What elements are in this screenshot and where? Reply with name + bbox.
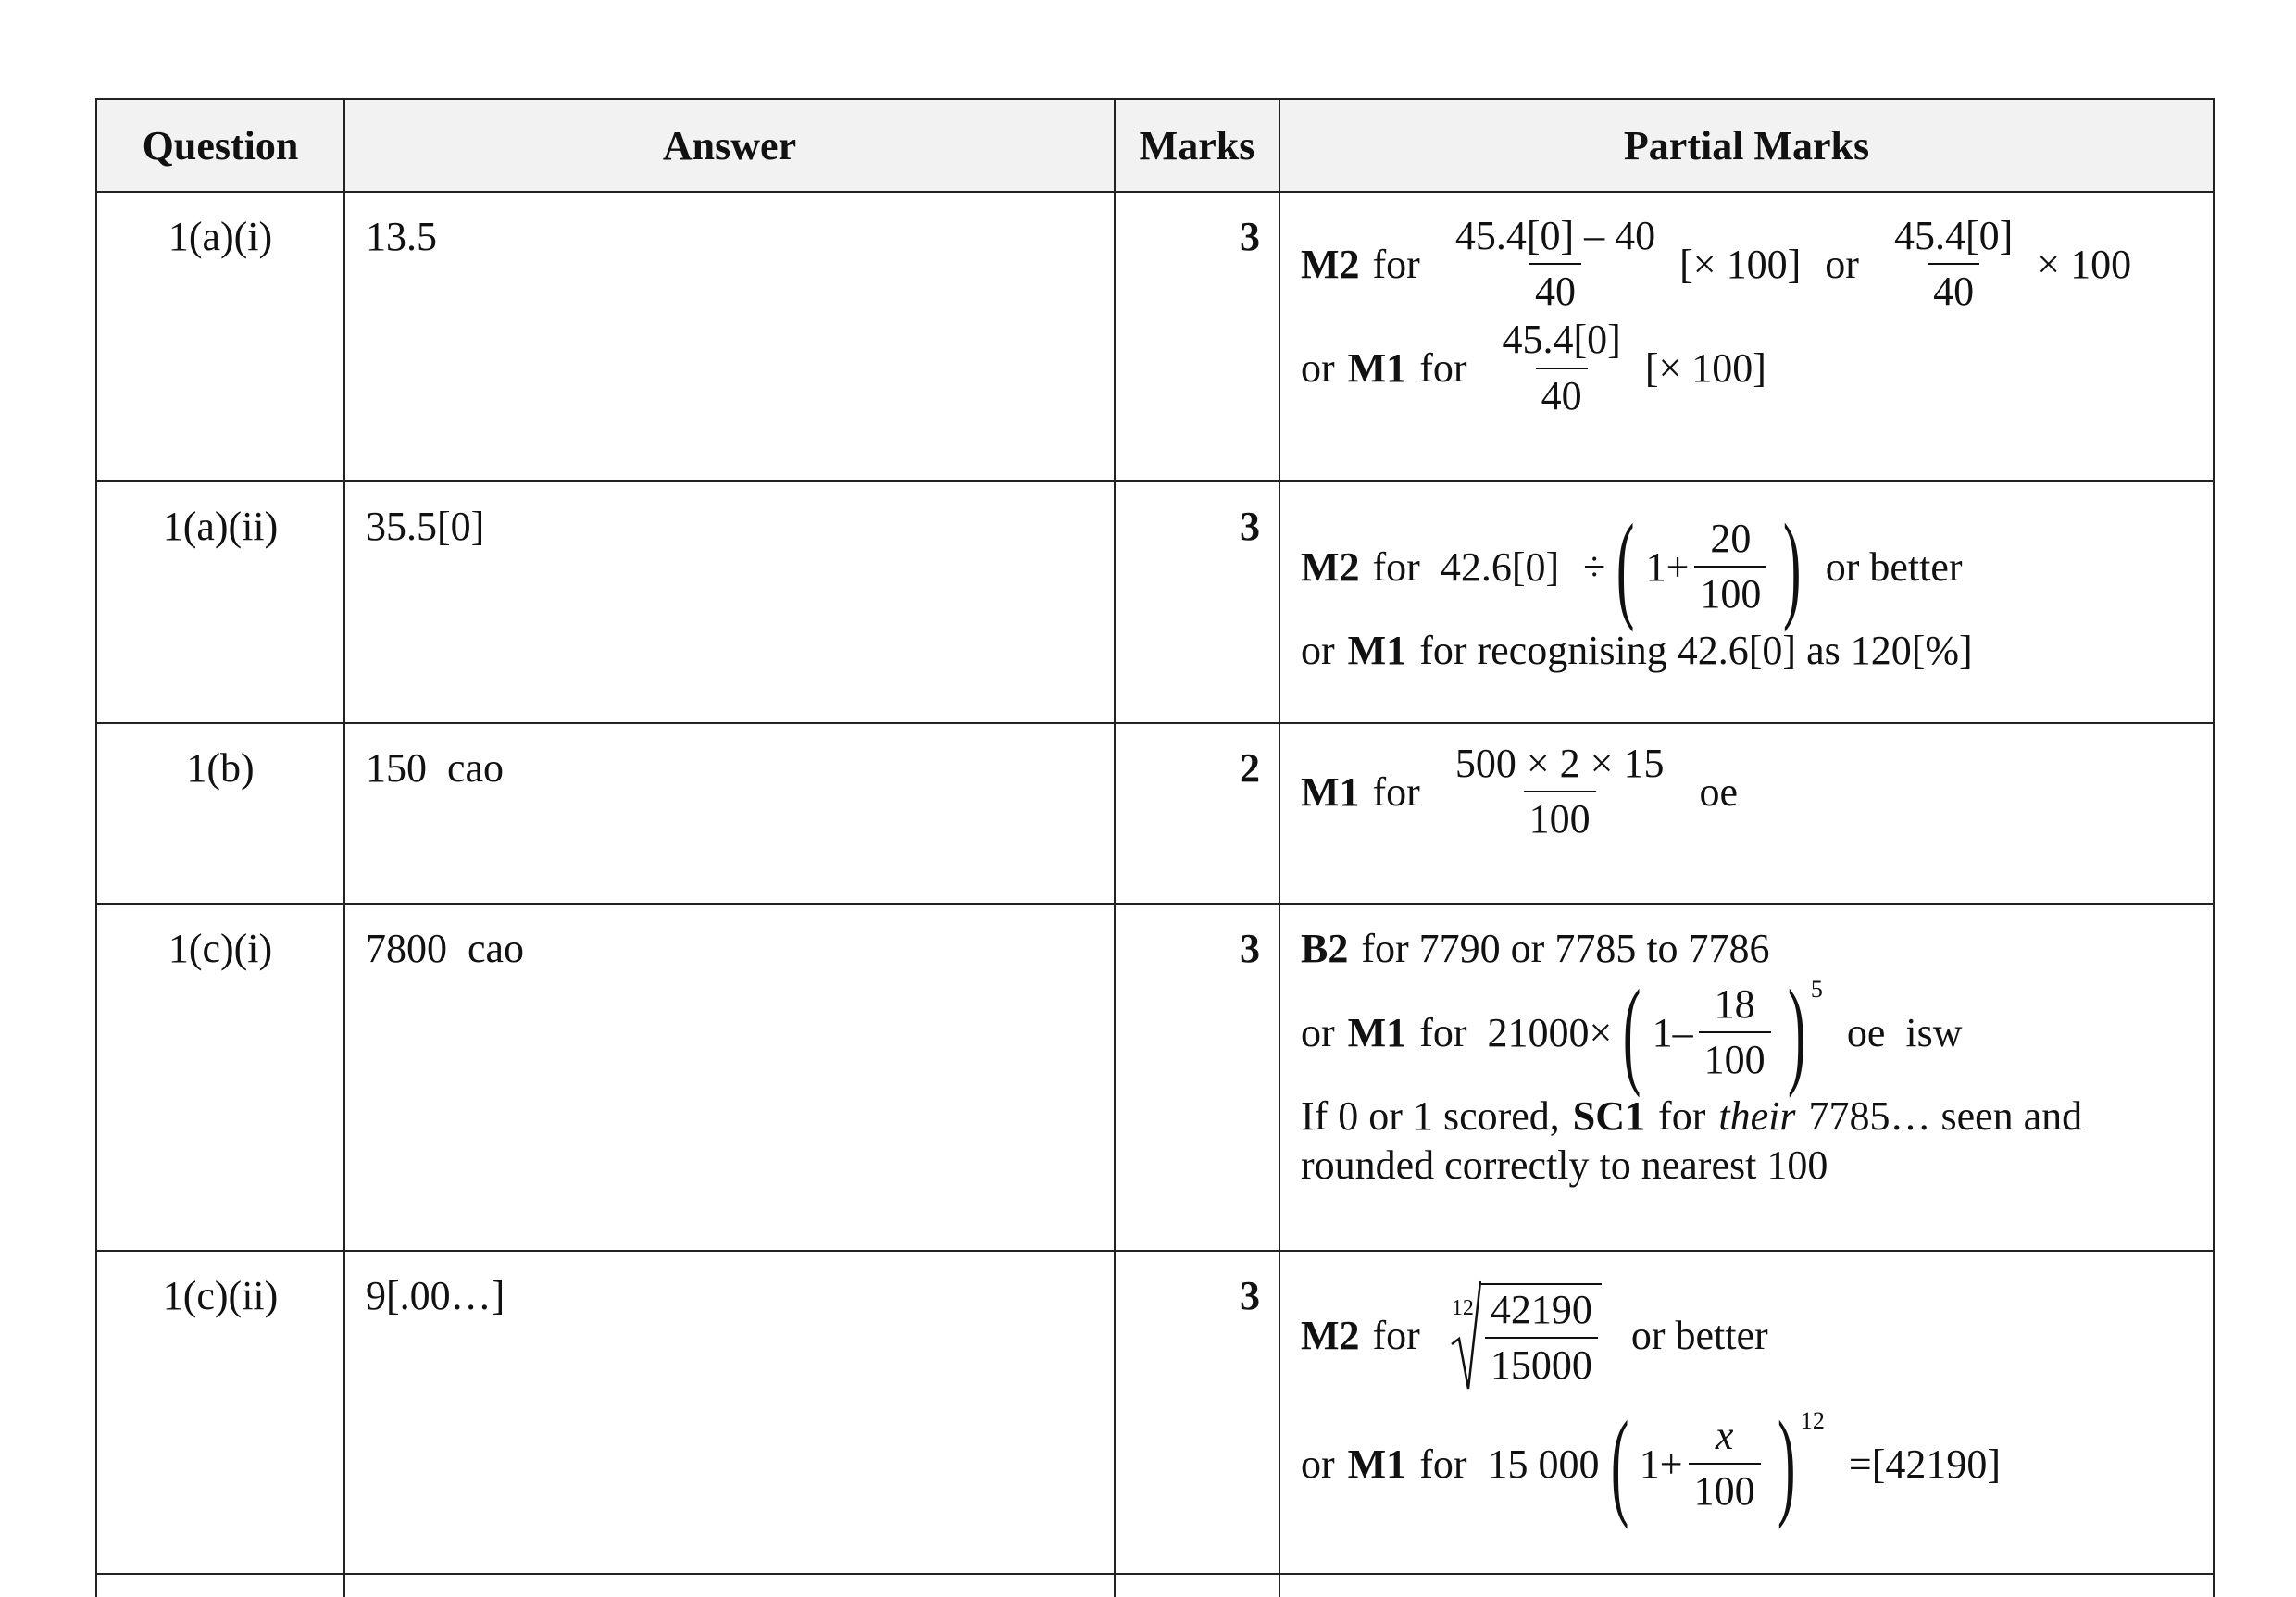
denominator: 100 (1699, 1031, 1771, 1081)
question-cell: 1(c)(i) (96, 904, 344, 1251)
header-question: Question (96, 99, 344, 192)
text: 7785… seen and (1808, 1093, 2083, 1139)
text: for 15 000 (1419, 1441, 1600, 1487)
answer-cell: 13.5 (344, 192, 1115, 481)
text: or better (1825, 543, 1963, 590)
text: for (1372, 241, 1420, 287)
text: oe isw (1846, 1009, 1963, 1055)
table-row-continuation (96, 1574, 2214, 1597)
parenthesized-expression: ( 1+ $\frac{20}{100}$ ) (1616, 500, 1802, 633)
numerator: 45.4[0] (1502, 317, 1621, 363)
partial-marks-cell (1279, 192, 2214, 481)
numerator: x (1715, 1412, 1734, 1458)
text: =[42190] (1848, 1441, 2002, 1487)
exponent: 12 (1800, 1407, 1825, 1434)
text: × 100 (2037, 241, 2132, 287)
answer-cell: 35.5[0] (344, 481, 1115, 723)
partial-marks-cell (1279, 481, 2214, 723)
denominator: 40 (1928, 263, 1979, 313)
text: 1+ (1639, 1441, 1683, 1487)
table-row (96, 904, 2214, 1251)
text: for recognising 42.6[0] as 120[%] (1419, 628, 1973, 673)
denominator: 15000 (1485, 1337, 1598, 1387)
denominator: 100 (1694, 566, 1766, 616)
text: 1– (1652, 1009, 1693, 1055)
mark-code: M2 (1301, 543, 1360, 590)
text: or (1301, 628, 1335, 673)
fraction (1481, 1283, 1602, 1387)
partial-marks-cell (1279, 723, 2214, 904)
mark-code: B2 (1301, 926, 1349, 971)
text: for (1372, 768, 1420, 815)
table-row (96, 481, 2214, 723)
fraction (1699, 980, 1771, 1082)
text: or (1825, 241, 1859, 287)
text: for 21000× (1419, 1009, 1613, 1055)
fraction (1889, 215, 2018, 313)
mark-code: M1 (1347, 1441, 1407, 1487)
marks-cell: 3 (1115, 904, 1279, 1251)
text: or better (1630, 1312, 1768, 1358)
mark-code: M2 (1301, 241, 1360, 287)
text: [× 100] (1679, 241, 1802, 287)
text: [× 100] (1644, 345, 1766, 392)
fraction (1689, 1412, 1761, 1514)
exponent: 5 (1810, 976, 1823, 1003)
mark-code: SC1 (1572, 1093, 1646, 1139)
header-row (96, 99, 2214, 192)
table-row (96, 1251, 2214, 1574)
fraction (1450, 742, 1670, 841)
denominator: 100 (1689, 1463, 1761, 1513)
answer-cell: 7800 cao (344, 904, 1115, 1251)
table-row (96, 723, 2214, 904)
mark-code: M1 (1301, 768, 1360, 815)
partial-marks-cell (1279, 1251, 2214, 1574)
partial-marks-cell (1279, 904, 2214, 1251)
fraction (1497, 318, 1627, 417)
mark-code: M2 (1301, 1312, 1360, 1358)
marks-cell: 3 (1115, 192, 1279, 481)
marks-cell: 2 (1115, 723, 1279, 904)
mark-code: M1 (1347, 345, 1407, 392)
root-index: 12 (1451, 1296, 1474, 1320)
text: for (1419, 345, 1467, 392)
numerator: 45.4[0] – 40 (1454, 213, 1656, 258)
denominator: 40 (1529, 263, 1581, 313)
question-cell: 1(a)(ii) (96, 481, 344, 723)
marks-cell: 3 (1115, 1251, 1279, 1574)
header-marks: Marks (1115, 99, 1279, 192)
table-row (96, 192, 2214, 481)
text: rounded correctly to nearest 100 (1301, 1142, 1828, 1188)
header-partial-marks: Partial Marks (1279, 99, 2214, 192)
divide-sign: ÷ (1583, 543, 1606, 590)
text: for 42.6[0] (1372, 543, 1560, 590)
text: or (1301, 345, 1335, 392)
mark-scheme-table (95, 98, 2215, 1597)
answer-cell: 150 cao (344, 723, 1115, 904)
text: or (1301, 1009, 1335, 1055)
root-expression (1450, 1279, 1602, 1391)
fraction (1450, 215, 1661, 313)
mark-code: M1 (1347, 628, 1407, 673)
mark-code: M1 (1347, 1009, 1407, 1055)
numerator: 500 × 2 × 15 (1454, 741, 1665, 786)
numerator: 42190 (1490, 1286, 1592, 1332)
text: for 7790 or 7785 to 7786 (1361, 926, 1770, 971)
text: If 0 or 1 scored, (1301, 1093, 1560, 1139)
parenthesized-expression: ( 1+ $\frac{x}{100}$ ) 12 (1610, 1397, 1825, 1530)
text: for (1658, 1093, 1706, 1139)
header-answer: Answer (344, 99, 1115, 192)
text: or (1301, 1441, 1335, 1487)
numerator: 45.4[0] (1893, 213, 2014, 258)
denominator: 100 (1524, 791, 1596, 841)
question-cell: 1(a)(i) (96, 192, 344, 481)
parenthesized-expression: ( 1– $\frac{18}{100}$ ) 5 (1623, 966, 1823, 1099)
text: for (1372, 1312, 1420, 1358)
marks-cell: 3 (1115, 481, 1279, 723)
question-cell: 1(c)(ii) (96, 1251, 344, 1574)
fraction (1694, 515, 1766, 617)
numerator: 20 (1710, 515, 1752, 561)
text: 1+ (1645, 543, 1690, 590)
question-cell: 1(b) (96, 723, 344, 904)
emphasis-text: their (1718, 1093, 1796, 1139)
text: oe (1699, 768, 1739, 815)
denominator: 40 (1536, 368, 1588, 418)
numerator: 18 (1714, 980, 1755, 1027)
answer-cell: 9[.00…] (344, 1251, 1115, 1574)
